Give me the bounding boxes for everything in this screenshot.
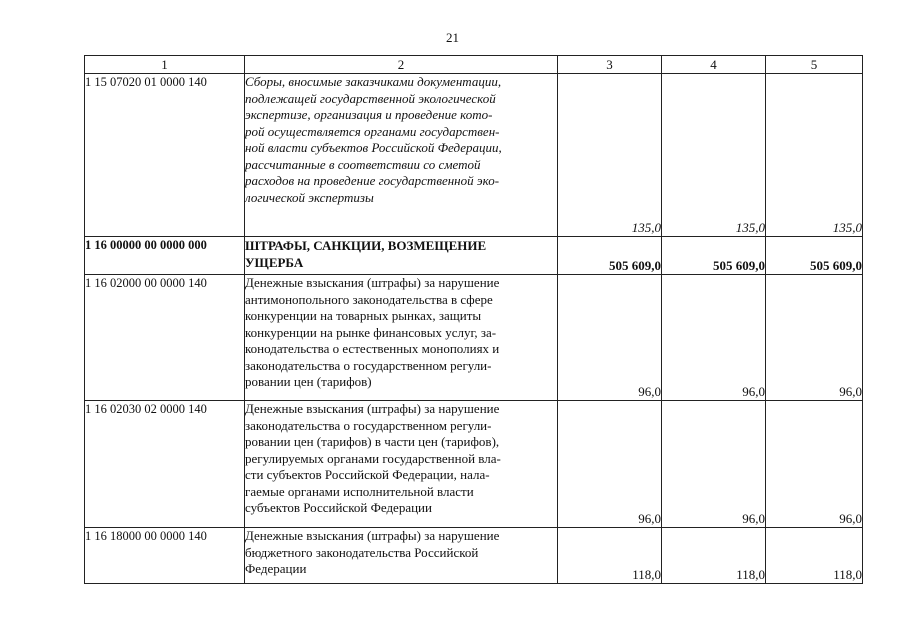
- table-header-row: [85, 56, 863, 74]
- income-description: [245, 528, 558, 584]
- amount-col-5: 135,0: [766, 74, 863, 237]
- column-header-3: 3: [558, 56, 662, 74]
- description-line: конодательства о естественных монополиях и: [245, 341, 500, 356]
- description-line: логической экспертизы: [245, 189, 374, 205]
- description-line: субъектов Российской Федерации: [245, 500, 432, 515]
- budget-code: 1 15 07020 01 0000 140: [85, 74, 245, 237]
- amount-col-4: 505 609,0: [662, 237, 766, 275]
- description-line: подлежащей государственной экологической: [245, 90, 496, 106]
- amount-col-3: 96,0: [558, 275, 662, 401]
- income-description: [245, 401, 558, 528]
- column-header-2: 2: [245, 56, 558, 74]
- description-line: Денежные взыскания (штрафы) за нарушение: [245, 275, 500, 290]
- amount-col-5: 505 609,0: [766, 237, 863, 275]
- description-line: расходов на проведение государственной эко-: [245, 173, 500, 188]
- description-line: ровании цен (тарифов) в части цен (тарифов),: [245, 434, 500, 449]
- amount-col-5: 118,0: [766, 528, 863, 584]
- page-number: 21: [446, 30, 459, 45]
- table-row: [85, 528, 863, 584]
- column-header-1: 1: [85, 56, 245, 74]
- table-row: [85, 275, 863, 401]
- budget-code: 1 16 18000 00 0000 140: [85, 528, 245, 584]
- budget-revenue-table: [84, 55, 863, 584]
- column-header-5: 5: [766, 56, 863, 74]
- amount-col-3: 135,0: [558, 74, 662, 237]
- amount-col-3: 505 609,0: [558, 237, 662, 275]
- description-line: ной власти субъектов Российской Федерации,: [245, 140, 502, 155]
- column-header-4: 4: [662, 56, 766, 74]
- income-description: [245, 275, 558, 401]
- income-description: [245, 237, 558, 275]
- table-row: [85, 401, 863, 528]
- description-line: рассчитанные в соответствии со сметой: [245, 156, 481, 172]
- description-line: сти субъектов Российской Федерации, нала-: [245, 467, 490, 482]
- description-line: экспертизе, организация и проведение кото-: [245, 107, 493, 122]
- amount-col-3: 96,0: [558, 401, 662, 528]
- table-row: [85, 74, 863, 237]
- description-line: Федерации: [245, 561, 307, 576]
- description-line: Сборы, вносимые заказчиками документации,: [245, 74, 502, 89]
- description-line: УЩЕРБА: [245, 255, 304, 270]
- budget-code: 1 16 00000 00 0000 000: [85, 237, 245, 275]
- description-line: бюджетного законодательства Российской: [245, 544, 479, 560]
- description-line: регулируемых органами государственной вла-: [245, 450, 501, 466]
- budget-code: 1 16 02030 02 0000 140: [85, 401, 245, 528]
- amount-col-4: 135,0: [662, 74, 766, 237]
- income-description: [245, 74, 558, 237]
- budget-code: 1 16 02000 00 0000 140: [85, 275, 245, 401]
- description-line: антимонопольного законодательства в сфере: [245, 291, 493, 307]
- description-line: законодательства о государственном регули-: [245, 417, 492, 433]
- amount-col-4: 96,0: [662, 401, 766, 528]
- description-line: конкуренции на товарных рынках, защиты: [245, 308, 482, 323]
- description-line: законодательства о государственном регули-: [245, 357, 492, 373]
- description-line: гаемые органами исполнительной власти: [245, 483, 474, 499]
- description-line: Денежные взыскания (штрафы) за нарушение: [245, 528, 500, 543]
- description-line: Денежные взыскания (штрафы) за нарушение: [245, 401, 500, 416]
- table-row: [85, 237, 863, 275]
- amount-col-4: 96,0: [662, 275, 766, 401]
- description-line: конкуренции на рынке финансовых услуг, за-: [245, 324, 497, 340]
- amount-col-5: 96,0: [766, 275, 863, 401]
- amount-col-3: 118,0: [558, 528, 662, 584]
- description-line: рой осуществляется органами государствен-: [245, 123, 500, 139]
- amount-col-5: 96,0: [766, 401, 863, 528]
- description-line: ровании цен (тарифов): [245, 374, 372, 389]
- description-line: ШТРАФЫ, САНКЦИИ, ВОЗМЕЩЕНИЕ: [245, 238, 487, 253]
- amount-col-4: 118,0: [662, 528, 766, 584]
